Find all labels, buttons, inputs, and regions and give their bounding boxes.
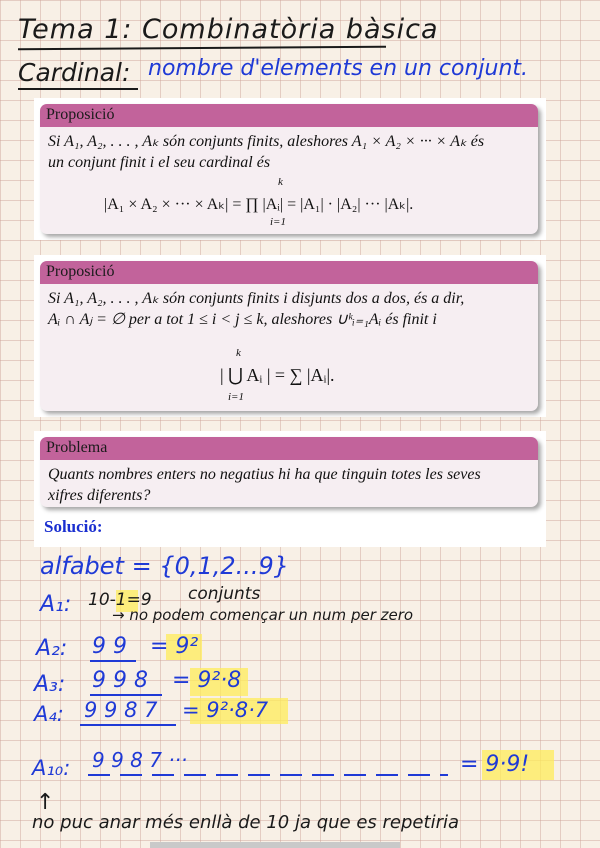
problem-header: Problema (40, 437, 538, 460)
a3-underline (90, 694, 162, 696)
cardinal-definition: nombre d'elements en un conjunt. (148, 56, 529, 81)
a10-label: A₁₀: (32, 756, 71, 780)
proposition-2-line-1: Si A₁, A₂, . . . , Aₖ són conjunts finits i disjunts dos a dos, és a dir, (48, 290, 465, 307)
proposition-2-formula: | ⋃ Aᵢ | = ∑ |Aᵢ|. (220, 365, 335, 385)
a1-note: conjunts (188, 584, 261, 604)
problem-line-1: Quants nombres enters no negatius hi ha que tinguin totes les seves (48, 466, 481, 483)
proposition-2-header: Proposició (40, 261, 538, 284)
a4-digits: 9 9 8 7 (84, 698, 158, 722)
union-lower-index: i=1 (228, 391, 244, 403)
a10-underline (88, 774, 448, 776)
a10-digits: 9 9 8 7 ··· (92, 748, 188, 772)
alfabet-note: alfabet = {0,1,2...9} (40, 552, 290, 580)
proposition-2-line-2: Aᵢ ∩ Aⱼ = ∅ per a tot 1 ≤ i < j ≤ k, aleshores ∪ᵏᵢ₌₁Aᵢ és finit i (48, 311, 437, 328)
bottom-scroll-indicator (150, 842, 400, 848)
a2-underline (90, 660, 136, 662)
proposition-1-box (40, 104, 538, 234)
title-underline (18, 46, 386, 51)
cardinal-term: Cardinal: (18, 58, 131, 87)
footer-note: no puc anar més enllà de 10 ja que es repetiria (32, 812, 459, 833)
a4-result: = 9²·8·7 (182, 698, 269, 722)
problem-panel (34, 431, 546, 547)
solution-label: Solució: (44, 517, 103, 536)
a2-result: = 9² (150, 634, 199, 659)
proposition-1-header: Proposició (40, 104, 538, 127)
problem-line-2: xifres diferents? (48, 487, 151, 504)
a2-label: A₂: (36, 636, 68, 661)
proposition-1-line-2: un conjunt finit i el seu cardinal és (48, 154, 271, 171)
proposition-2-body (40, 284, 538, 336)
product-upper-index: k (278, 176, 283, 188)
proposition-1-formula: |A₁ × A₂ × ··· × Aₖ| = ∏ |Aᵢ| = |A₁| · |A₂| ··· |Aₖ|. (104, 196, 414, 213)
a10-result: = 9·9! (460, 752, 530, 777)
a3-digits: 9 9 8 (92, 668, 148, 693)
problem-box (40, 437, 538, 507)
product-lower-index: i=1 (270, 216, 286, 228)
a3-label: A₃: (34, 672, 66, 697)
page-title: Tema 1: Combinatòria bàsica (18, 14, 439, 45)
a3-result: = 9²·8 (172, 668, 242, 693)
a1-value: 10-1=9 (88, 590, 152, 610)
a2-digits: 9 9 (92, 634, 127, 659)
proposition-1-line-1: Si A₁, A₂, . . . , Aₖ són conjunts finits, aleshores A₁ × A₂ × ··· × Aₖ és (48, 133, 485, 150)
problem-body (40, 460, 538, 507)
proposition-1-panel (34, 98, 546, 240)
proposition-2-box (40, 261, 538, 411)
a4-label: A₄: (34, 702, 64, 726)
a1-label: A₁: (40, 592, 72, 617)
arrow-up: ↑ (36, 790, 55, 815)
proposition-1-body (40, 127, 538, 179)
proposition-2-panel (34, 255, 546, 417)
a4-underline (80, 724, 176, 726)
union-upper-index: k (236, 347, 241, 359)
a1-arrow-note: → no podem començar un num per zero (112, 606, 414, 624)
cardinal-underline (18, 88, 138, 90)
